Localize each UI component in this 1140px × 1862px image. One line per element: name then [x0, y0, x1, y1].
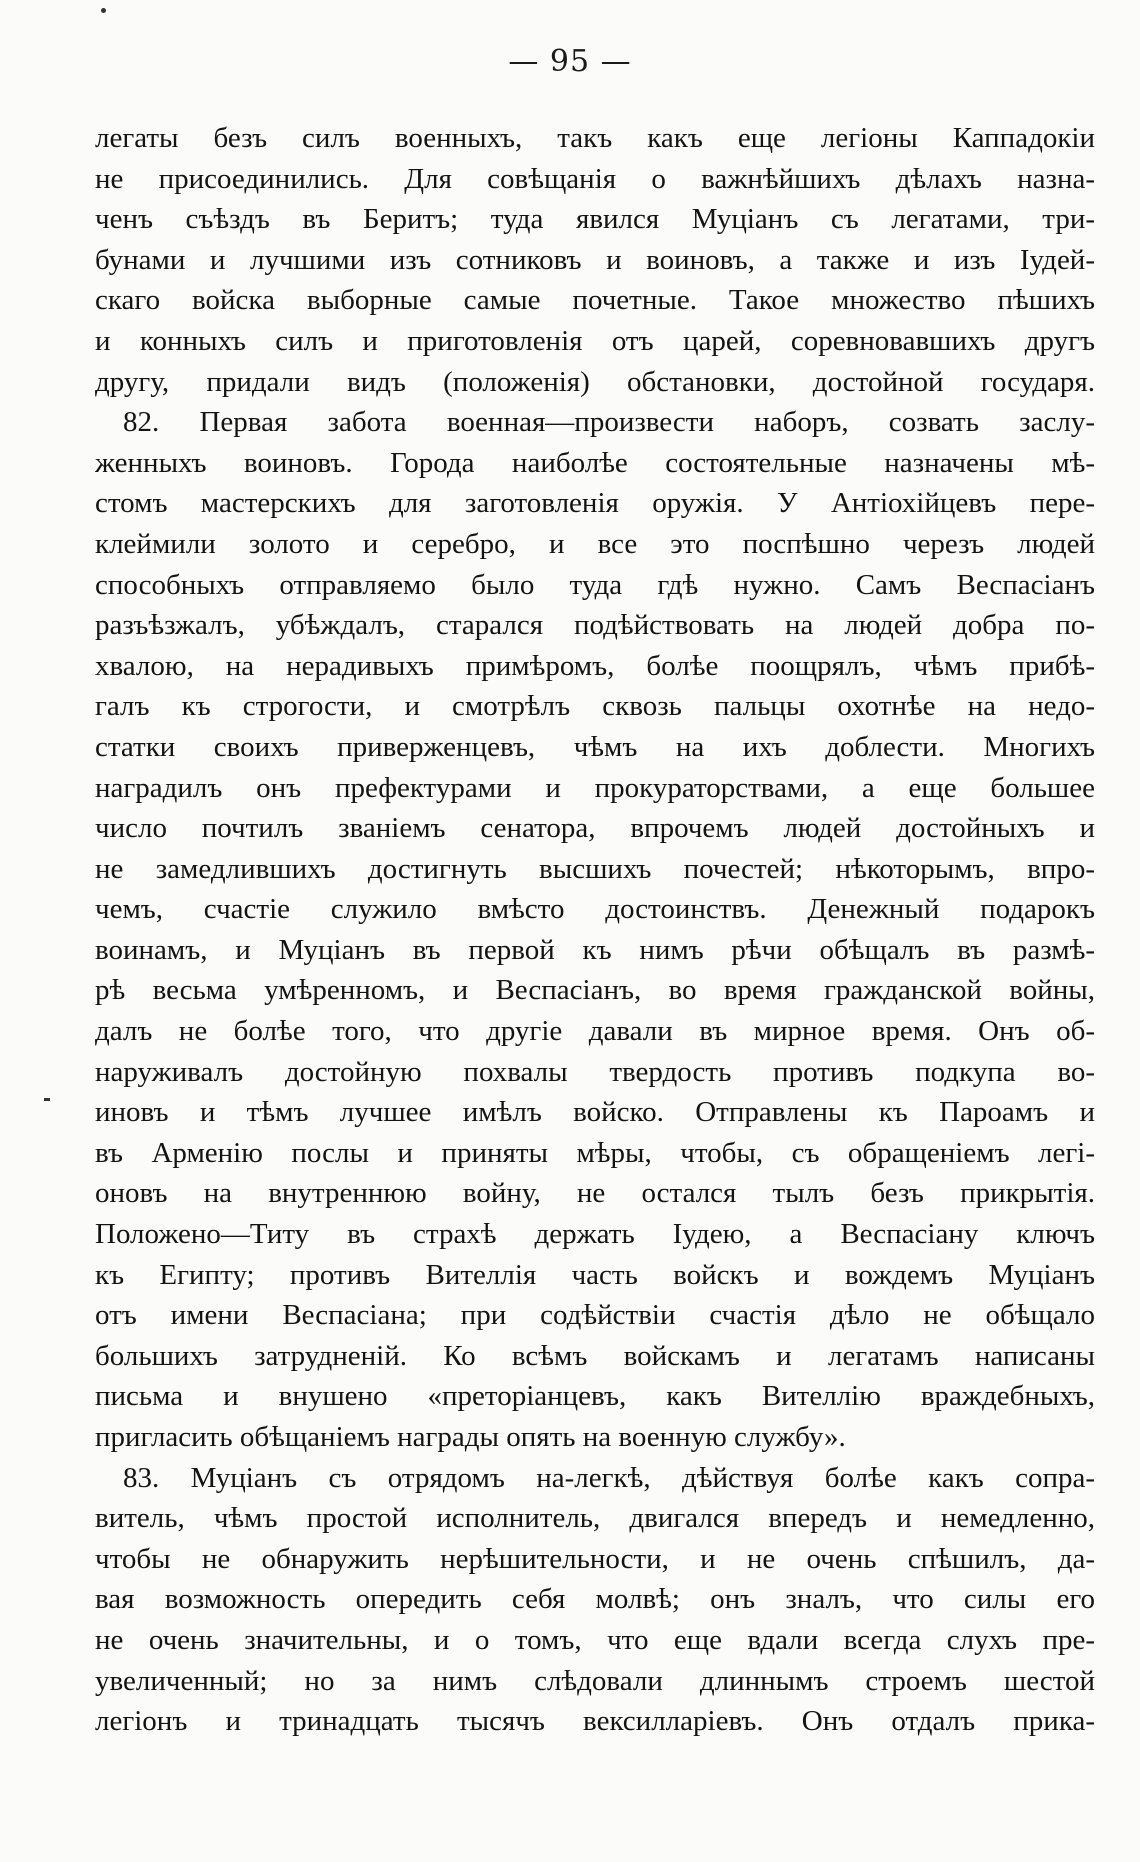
text-line: бунами и лучшими изъ сотниковъ и воиновъ, а также и изъ Іудей-: [95, 243, 1095, 276]
text-line: отъ имени Веспасіана; при содѣйствіи счастія дѣло не обѣщало: [95, 1299, 1095, 1332]
text-line: оновъ на внутреннюю войну, не остался тылъ безъ прикрытія.: [95, 1177, 1095, 1210]
text-line: въ Арменію послы и приняты мѣры, чтобы, съ обращеніемъ легі-: [95, 1136, 1095, 1169]
text-line: наградилъ онъ префектурами и прокураторствами, а еще большее: [95, 771, 1095, 804]
text-line: Положено—Титу въ страхѣ держать Іудею, а Веспасіану ключъ: [95, 1218, 1095, 1251]
text-line: галъ къ строгости, и смотрѣлъ сквозь пальцы охотнѣе на недо-: [95, 690, 1095, 723]
text-line: не очень значительны, и о томъ, что еще вдали всегда слухъ пре-: [95, 1623, 1095, 1656]
text-line: увеличенный; но за нимъ слѣдовали длиннымъ строемъ шестой: [95, 1664, 1095, 1697]
text-line: статки своихъ приверженцевъ, чѣмъ на ихъ доблести. Многихъ: [95, 730, 1095, 763]
text-line: и конныхъ силъ и приготовленія отъ царей, соревновавшихъ другъ: [95, 324, 1095, 357]
text-line: число почтилъ званіемъ сенатора, впрочемъ людей достойныхъ и: [95, 812, 1095, 845]
text-line: не присоединились. Для совѣщанія о важнѣйшихъ дѣлахъ назна-: [95, 162, 1095, 195]
text-line: не замедлившихъ достигнуть высшихъ почестей; нѣкоторымъ, впро-: [95, 852, 1095, 885]
text-line: способныхъ отправляемо было туда гдѣ нужно. Самъ Веспасіанъ: [95, 568, 1095, 601]
text-line: наруживалъ достойную похвалы твердость противъ подкупа во-: [95, 1055, 1095, 1088]
text-line: витель, чѣмъ простой исполнитель, двигался впередъ и немедленно,: [95, 1502, 1095, 1535]
text-line: иновъ и тѣмъ лучшее имѣлъ войско. Отправлены къ Пароамъ и: [95, 1096, 1095, 1129]
body-text: [95, 118, 1095, 1742]
text-line: вая возможность опередить себя молвѣ; онъ зналъ, что силы его: [95, 1583, 1095, 1616]
text-line: легіонъ и тринадцать тысячъ вексилларіевъ. Онъ отдалъ прика-: [95, 1705, 1095, 1738]
text-line: клеймили золото и серебро, и все это поспѣшно черезъ людей: [95, 527, 1095, 560]
ink-speck: [101, 8, 106, 13]
text-line: скаго войска выборные самые почетные. Такое множество пѣшихъ: [95, 284, 1095, 317]
text-line: 82. Первая забота военная—произвести наборъ, созвать заслу-: [123, 406, 1095, 439]
text-line: большихъ затрудненій. Ко всѣмъ войскамъ и легатамъ написаны: [95, 1339, 1095, 1372]
text-line: письма и внушено «преторіанцевъ, какъ Вителлію враждебныхъ,: [95, 1380, 1095, 1413]
text-line: чтобы не обнаружить нерѣшительности, и не очень спѣшилъ, да-: [95, 1542, 1095, 1575]
text-line: воинамъ, и Муціанъ въ первой къ нимъ рѣчи обѣщалъ въ размѣ-: [95, 933, 1095, 966]
text-line: хвалою, на нерадивыхъ примѣромъ, болѣе поощрялъ, чѣмъ прибѣ-: [95, 649, 1095, 682]
text-line: ченъ съѣздъ въ Беритъ; туда явился Муціанъ съ легатами, три-: [95, 203, 1095, 236]
text-line: легаты безъ силъ военныхъ, такъ какъ еще легіоны Каппадокіи: [95, 122, 1095, 154]
text-line: чемъ, счастіе служило вмѣсто достоинствъ. Денежный подарокъ: [95, 893, 1095, 926]
text-line: далъ не болѣе того, что другіе давали въ мирное время. Онъ об-: [95, 1015, 1095, 1048]
text-line: 83. Муціанъ съ отрядомъ на-легкѣ, дѣйствуя болѣе какъ сопра-: [123, 1461, 1095, 1494]
page-number: — 95 —: [508, 44, 632, 79]
text-line: женныхъ воиновъ. Города наиболѣе состоятельные назначены мѣ-: [95, 446, 1095, 479]
text-line: разъѣзжалъ, убѣждалъ, старался подѣйствовать на людей добра по-: [95, 609, 1095, 642]
text-line: стомъ мастерскихъ для заготовленія оружія. У Антіохійцевъ пере-: [95, 487, 1095, 520]
text-line: рѣ весьма умѣренномъ, и Веспасіанъ, во время гражданской войны,: [95, 974, 1095, 1007]
text-line: пригласить обѣщаніемъ награды опять на военную службу».: [95, 1421, 846, 1453]
text-line: къ Египту; противъ Вителлія часть войскъ и вождемъ Муціанъ: [95, 1258, 1095, 1291]
text-line: другу, придали видъ (положенія) обстановки, достойной государя.: [95, 365, 1095, 398]
margin-mark: [44, 1098, 50, 1101]
